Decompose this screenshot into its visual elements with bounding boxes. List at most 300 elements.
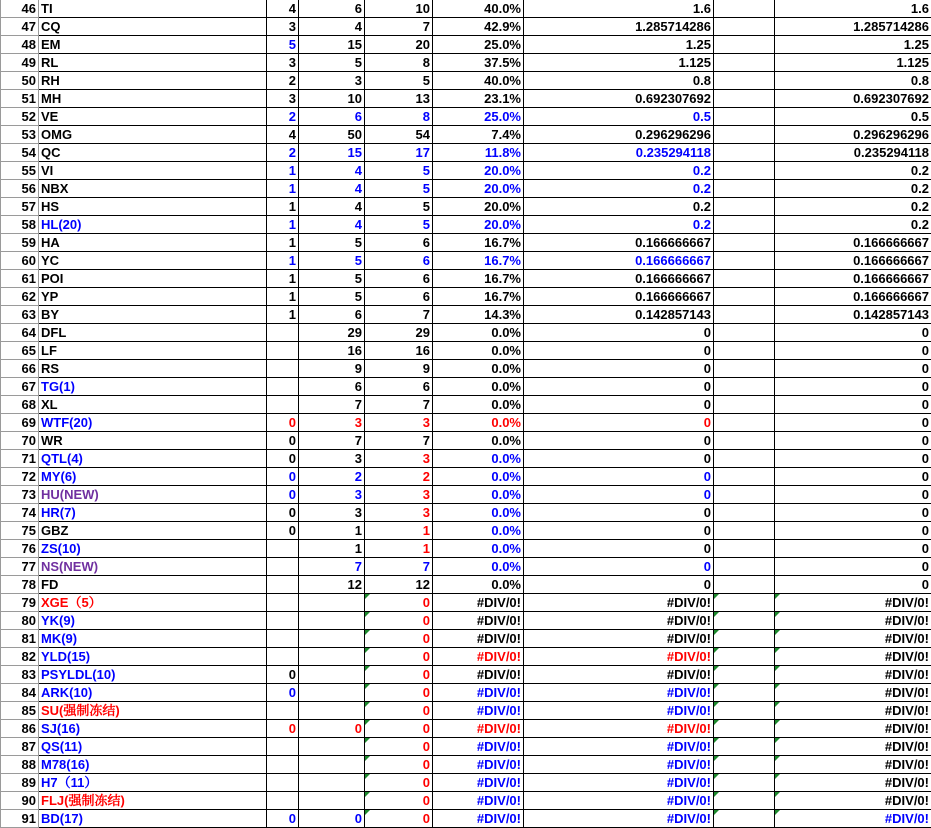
row-number-cell[interactable]: 53 bbox=[1, 126, 39, 144]
ratio-cell[interactable]: 0.2 bbox=[524, 216, 714, 234]
a-cell[interactable] bbox=[267, 540, 299, 558]
ratio2-cell[interactable]: 1.25 bbox=[775, 36, 931, 54]
b-cell[interactable]: 0 bbox=[299, 720, 365, 738]
name-cell[interactable]: H7（11） bbox=[39, 774, 267, 792]
row-number-cell[interactable]: 56 bbox=[1, 180, 39, 198]
empty-cell[interactable] bbox=[714, 666, 775, 684]
ratio2-cell[interactable]: 0.2 bbox=[775, 180, 931, 198]
name-cell[interactable]: WR bbox=[39, 432, 267, 450]
empty-cell[interactable] bbox=[714, 432, 775, 450]
row-number-cell[interactable]: 65 bbox=[1, 342, 39, 360]
a-cell[interactable]: 4 bbox=[267, 0, 299, 18]
empty-cell[interactable] bbox=[714, 810, 775, 828]
ratio-cell[interactable]: 0.8 bbox=[524, 72, 714, 90]
ratio2-cell[interactable]: #DIV/0! bbox=[775, 738, 931, 756]
name-cell[interactable]: RL bbox=[39, 54, 267, 72]
empty-cell[interactable] bbox=[714, 702, 775, 720]
empty-cell[interactable] bbox=[714, 504, 775, 522]
empty-cell[interactable] bbox=[714, 144, 775, 162]
a-cell[interactable]: 3 bbox=[267, 18, 299, 36]
total-cell[interactable]: 3 bbox=[365, 486, 433, 504]
name-cell[interactable]: HL(20) bbox=[39, 216, 267, 234]
total-cell[interactable]: 5 bbox=[365, 216, 433, 234]
ratio-cell[interactable]: #DIV/0! bbox=[524, 666, 714, 684]
a-cell[interactable] bbox=[267, 738, 299, 756]
ratio2-cell[interactable]: 0 bbox=[775, 378, 931, 396]
name-cell[interactable]: NS(NEW) bbox=[39, 558, 267, 576]
total-cell[interactable]: 6 bbox=[365, 270, 433, 288]
b-cell[interactable]: 5 bbox=[299, 252, 365, 270]
ratio2-cell[interactable]: #DIV/0! bbox=[775, 630, 931, 648]
row-number-cell[interactable]: 76 bbox=[1, 540, 39, 558]
empty-cell[interactable] bbox=[714, 630, 775, 648]
name-cell[interactable]: WTF(20) bbox=[39, 414, 267, 432]
total-cell[interactable]: 0 bbox=[365, 720, 433, 738]
b-cell[interactable]: 4 bbox=[299, 180, 365, 198]
row-number-cell[interactable]: 91 bbox=[1, 810, 39, 828]
total-cell[interactable]: 0 bbox=[365, 612, 433, 630]
total-cell[interactable]: 3 bbox=[365, 414, 433, 432]
a-cell[interactable] bbox=[267, 702, 299, 720]
total-cell[interactable]: 17 bbox=[365, 144, 433, 162]
b-cell[interactable]: 4 bbox=[299, 216, 365, 234]
b-cell[interactable]: 5 bbox=[299, 288, 365, 306]
total-cell[interactable]: 0 bbox=[365, 810, 433, 828]
pct-cell[interactable]: #DIV/0! bbox=[433, 594, 524, 612]
pct-cell[interactable]: 20.0% bbox=[433, 216, 524, 234]
ratio-cell[interactable]: 0.692307692 bbox=[524, 90, 714, 108]
empty-cell[interactable] bbox=[714, 648, 775, 666]
name-cell[interactable]: TI bbox=[39, 0, 267, 18]
row-number-cell[interactable]: 87 bbox=[1, 738, 39, 756]
b-cell[interactable] bbox=[299, 612, 365, 630]
a-cell[interactable] bbox=[267, 774, 299, 792]
name-cell[interactable]: M78(16) bbox=[39, 756, 267, 774]
row-number-cell[interactable]: 63 bbox=[1, 306, 39, 324]
pct-cell[interactable]: 0.0% bbox=[433, 450, 524, 468]
b-cell[interactable]: 16 bbox=[299, 342, 365, 360]
total-cell[interactable]: 1 bbox=[365, 522, 433, 540]
row-number-cell[interactable]: 85 bbox=[1, 702, 39, 720]
a-cell[interactable]: 0 bbox=[267, 522, 299, 540]
row-number-cell[interactable]: 86 bbox=[1, 720, 39, 738]
pct-cell[interactable]: 16.7% bbox=[433, 288, 524, 306]
name-cell[interactable]: VE bbox=[39, 108, 267, 126]
ratio-cell[interactable]: 0 bbox=[524, 396, 714, 414]
ratio-cell[interactable]: 0.2 bbox=[524, 198, 714, 216]
pct-cell[interactable]: #DIV/0! bbox=[433, 756, 524, 774]
total-cell[interactable]: 0 bbox=[365, 684, 433, 702]
ratio-cell[interactable]: 0 bbox=[524, 360, 714, 378]
pct-cell[interactable]: 0.0% bbox=[433, 576, 524, 594]
row-number-cell[interactable]: 90 bbox=[1, 792, 39, 810]
empty-cell[interactable] bbox=[714, 126, 775, 144]
ratio2-cell[interactable]: #DIV/0! bbox=[775, 792, 931, 810]
name-cell[interactable]: SJ(16) bbox=[39, 720, 267, 738]
b-cell[interactable]: 5 bbox=[299, 54, 365, 72]
row-number-cell[interactable]: 67 bbox=[1, 378, 39, 396]
ratio2-cell[interactable]: 1.125 bbox=[775, 54, 931, 72]
pct-cell[interactable]: 14.3% bbox=[433, 306, 524, 324]
row-number-cell[interactable]: 89 bbox=[1, 774, 39, 792]
empty-cell[interactable] bbox=[714, 252, 775, 270]
b-cell[interactable] bbox=[299, 684, 365, 702]
total-cell[interactable]: 5 bbox=[365, 198, 433, 216]
a-cell[interactable]: 1 bbox=[267, 180, 299, 198]
pct-cell[interactable]: 0.0% bbox=[433, 540, 524, 558]
ratio-cell[interactable]: 0.2 bbox=[524, 162, 714, 180]
ratio-cell[interactable]: #DIV/0! bbox=[524, 738, 714, 756]
ratio2-cell[interactable]: #DIV/0! bbox=[775, 756, 931, 774]
ratio-cell[interactable]: 1.285714286 bbox=[524, 18, 714, 36]
name-cell[interactable]: DFL bbox=[39, 324, 267, 342]
total-cell[interactable]: 0 bbox=[365, 774, 433, 792]
ratio-cell[interactable]: 0.166666667 bbox=[524, 252, 714, 270]
a-cell[interactable]: 2 bbox=[267, 144, 299, 162]
ratio2-cell[interactable]: 0 bbox=[775, 576, 931, 594]
a-cell[interactable] bbox=[267, 612, 299, 630]
row-number-cell[interactable]: 84 bbox=[1, 684, 39, 702]
b-cell[interactable]: 15 bbox=[299, 144, 365, 162]
ratio2-cell[interactable]: #DIV/0! bbox=[775, 648, 931, 666]
ratio-cell[interactable]: 1.25 bbox=[524, 36, 714, 54]
ratio2-cell[interactable]: 0.8 bbox=[775, 72, 931, 90]
name-cell[interactable]: OMG bbox=[39, 126, 267, 144]
total-cell[interactable]: 3 bbox=[365, 450, 433, 468]
ratio-cell[interactable]: #DIV/0! bbox=[524, 810, 714, 828]
ratio-cell[interactable]: 0 bbox=[524, 576, 714, 594]
name-cell[interactable]: MH bbox=[39, 90, 267, 108]
total-cell[interactable]: 2 bbox=[365, 468, 433, 486]
empty-cell[interactable] bbox=[714, 36, 775, 54]
a-cell[interactable]: 1 bbox=[267, 216, 299, 234]
pct-cell[interactable]: 0.0% bbox=[433, 342, 524, 360]
pct-cell[interactable]: 0.0% bbox=[433, 324, 524, 342]
name-cell[interactable]: VI bbox=[39, 162, 267, 180]
total-cell[interactable]: 7 bbox=[365, 306, 433, 324]
b-cell[interactable]: 6 bbox=[299, 0, 365, 18]
ratio2-cell[interactable]: 0.296296296 bbox=[775, 126, 931, 144]
empty-cell[interactable] bbox=[714, 594, 775, 612]
empty-cell[interactable] bbox=[714, 540, 775, 558]
pct-cell[interactable]: 40.0% bbox=[433, 0, 524, 18]
a-cell[interactable]: 1 bbox=[267, 234, 299, 252]
pct-cell[interactable]: #DIV/0! bbox=[433, 648, 524, 666]
row-number-cell[interactable]: 47 bbox=[1, 18, 39, 36]
b-cell[interactable]: 7 bbox=[299, 558, 365, 576]
ratio2-cell[interactable]: #DIV/0! bbox=[775, 720, 931, 738]
empty-cell[interactable] bbox=[714, 324, 775, 342]
row-number-cell[interactable]: 81 bbox=[1, 630, 39, 648]
a-cell[interactable]: 0 bbox=[267, 414, 299, 432]
ratio2-cell[interactable]: #DIV/0! bbox=[775, 684, 931, 702]
ratio-cell[interactable]: #DIV/0! bbox=[524, 720, 714, 738]
pct-cell[interactable]: 20.0% bbox=[433, 162, 524, 180]
name-cell[interactable]: HS bbox=[39, 198, 267, 216]
total-cell[interactable]: 16 bbox=[365, 342, 433, 360]
total-cell[interactable]: 9 bbox=[365, 360, 433, 378]
b-cell[interactable]: 3 bbox=[299, 450, 365, 468]
total-cell[interactable]: 12 bbox=[365, 576, 433, 594]
empty-cell[interactable] bbox=[714, 360, 775, 378]
name-cell[interactable]: YC bbox=[39, 252, 267, 270]
ratio-cell[interactable]: #DIV/0! bbox=[524, 648, 714, 666]
b-cell[interactable]: 2 bbox=[299, 468, 365, 486]
total-cell[interactable]: 29 bbox=[365, 324, 433, 342]
ratio2-cell[interactable]: 0.166666667 bbox=[775, 234, 931, 252]
ratio-cell[interactable]: 0.5 bbox=[524, 108, 714, 126]
a-cell[interactable] bbox=[267, 558, 299, 576]
b-cell[interactable] bbox=[299, 702, 365, 720]
pct-cell[interactable]: 40.0% bbox=[433, 72, 524, 90]
pct-cell[interactable]: #DIV/0! bbox=[433, 630, 524, 648]
empty-cell[interactable] bbox=[714, 108, 775, 126]
empty-cell[interactable] bbox=[714, 792, 775, 810]
name-cell[interactable]: XGE（5） bbox=[39, 594, 267, 612]
ratio-cell[interactable]: 0 bbox=[524, 432, 714, 450]
b-cell[interactable]: 29 bbox=[299, 324, 365, 342]
b-cell[interactable] bbox=[299, 792, 365, 810]
a-cell[interactable] bbox=[267, 576, 299, 594]
empty-cell[interactable] bbox=[714, 180, 775, 198]
ratio-cell[interactable]: 0.2 bbox=[524, 180, 714, 198]
row-number-cell[interactable]: 55 bbox=[1, 162, 39, 180]
ratio-cell[interactable]: #DIV/0! bbox=[524, 612, 714, 630]
a-cell[interactable]: 0 bbox=[267, 486, 299, 504]
total-cell[interactable]: 0 bbox=[365, 738, 433, 756]
pct-cell[interactable]: #DIV/0! bbox=[433, 666, 524, 684]
b-cell[interactable]: 12 bbox=[299, 576, 365, 594]
pct-cell[interactable]: #DIV/0! bbox=[433, 702, 524, 720]
b-cell[interactable]: 4 bbox=[299, 162, 365, 180]
name-cell[interactable]: RS bbox=[39, 360, 267, 378]
total-cell[interactable]: 13 bbox=[365, 90, 433, 108]
ratio2-cell[interactable]: 0 bbox=[775, 414, 931, 432]
total-cell[interactable]: 8 bbox=[365, 54, 433, 72]
name-cell[interactable]: YP bbox=[39, 288, 267, 306]
empty-cell[interactable] bbox=[714, 54, 775, 72]
ratio-cell[interactable]: 0 bbox=[524, 378, 714, 396]
pct-cell[interactable]: 0.0% bbox=[433, 432, 524, 450]
a-cell[interactable]: 1 bbox=[267, 306, 299, 324]
b-cell[interactable] bbox=[299, 630, 365, 648]
name-cell[interactable]: RH bbox=[39, 72, 267, 90]
ratio2-cell[interactable]: #DIV/0! bbox=[775, 594, 931, 612]
empty-cell[interactable] bbox=[714, 450, 775, 468]
a-cell[interactable]: 0 bbox=[267, 810, 299, 828]
name-cell[interactable]: PSYLDL(10) bbox=[39, 666, 267, 684]
name-cell[interactable]: YK(9) bbox=[39, 612, 267, 630]
name-cell[interactable]: BY bbox=[39, 306, 267, 324]
b-cell[interactable]: 3 bbox=[299, 504, 365, 522]
a-cell[interactable]: 1 bbox=[267, 198, 299, 216]
name-cell[interactable]: QC bbox=[39, 144, 267, 162]
empty-cell[interactable] bbox=[714, 216, 775, 234]
name-cell[interactable]: QTL(4) bbox=[39, 450, 267, 468]
total-cell[interactable]: 6 bbox=[365, 252, 433, 270]
ratio2-cell[interactable]: #DIV/0! bbox=[775, 666, 931, 684]
pct-cell[interactable]: 25.0% bbox=[433, 36, 524, 54]
a-cell[interactable] bbox=[267, 756, 299, 774]
b-cell[interactable]: 4 bbox=[299, 198, 365, 216]
ratio2-cell[interactable]: 0.2 bbox=[775, 198, 931, 216]
ratio-cell[interactable]: 0.166666667 bbox=[524, 288, 714, 306]
ratio-cell[interactable]: 0.166666667 bbox=[524, 234, 714, 252]
row-number-cell[interactable]: 74 bbox=[1, 504, 39, 522]
ratio-cell[interactable]: #DIV/0! bbox=[524, 630, 714, 648]
a-cell[interactable] bbox=[267, 324, 299, 342]
total-cell[interactable]: 7 bbox=[365, 432, 433, 450]
ratio2-cell[interactable]: 0.166666667 bbox=[775, 252, 931, 270]
ratio2-cell[interactable]: 0 bbox=[775, 540, 931, 558]
empty-cell[interactable] bbox=[714, 72, 775, 90]
a-cell[interactable]: 0 bbox=[267, 468, 299, 486]
b-cell[interactable]: 9 bbox=[299, 360, 365, 378]
pct-cell[interactable]: 25.0% bbox=[433, 108, 524, 126]
name-cell[interactable]: NBX bbox=[39, 180, 267, 198]
pct-cell[interactable]: 0.0% bbox=[433, 360, 524, 378]
total-cell[interactable]: 0 bbox=[365, 702, 433, 720]
name-cell[interactable]: HU(NEW) bbox=[39, 486, 267, 504]
row-number-cell[interactable]: 48 bbox=[1, 36, 39, 54]
total-cell[interactable]: 5 bbox=[365, 180, 433, 198]
pct-cell[interactable]: 11.8% bbox=[433, 144, 524, 162]
b-cell[interactable] bbox=[299, 774, 365, 792]
total-cell[interactable]: 0 bbox=[365, 756, 433, 774]
a-cell[interactable]: 1 bbox=[267, 252, 299, 270]
empty-cell[interactable] bbox=[714, 396, 775, 414]
ratio2-cell[interactable]: 0.692307692 bbox=[775, 90, 931, 108]
pct-cell[interactable]: 0.0% bbox=[433, 468, 524, 486]
empty-cell[interactable] bbox=[714, 522, 775, 540]
a-cell[interactable] bbox=[267, 396, 299, 414]
total-cell[interactable]: 0 bbox=[365, 666, 433, 684]
name-cell[interactable]: HR(7) bbox=[39, 504, 267, 522]
row-number-cell[interactable]: 88 bbox=[1, 756, 39, 774]
total-cell[interactable]: 7 bbox=[365, 396, 433, 414]
row-number-cell[interactable]: 59 bbox=[1, 234, 39, 252]
empty-cell[interactable] bbox=[714, 162, 775, 180]
row-number-cell[interactable]: 69 bbox=[1, 414, 39, 432]
ratio-cell[interactable]: #DIV/0! bbox=[524, 594, 714, 612]
a-cell[interactable] bbox=[267, 648, 299, 666]
pct-cell[interactable]: 0.0% bbox=[433, 378, 524, 396]
name-cell[interactable]: LF bbox=[39, 342, 267, 360]
empty-cell[interactable] bbox=[714, 288, 775, 306]
a-cell[interactable]: 0 bbox=[267, 720, 299, 738]
pct-cell[interactable]: #DIV/0! bbox=[433, 738, 524, 756]
empty-cell[interactable] bbox=[714, 414, 775, 432]
total-cell[interactable]: 8 bbox=[365, 108, 433, 126]
pct-cell[interactable]: 0.0% bbox=[433, 414, 524, 432]
empty-cell[interactable] bbox=[714, 468, 775, 486]
b-cell[interactable]: 5 bbox=[299, 270, 365, 288]
total-cell[interactable]: 5 bbox=[365, 72, 433, 90]
ratio2-cell[interactable]: #DIV/0! bbox=[775, 810, 931, 828]
name-cell[interactable]: POI bbox=[39, 270, 267, 288]
pct-cell[interactable]: 20.0% bbox=[433, 180, 524, 198]
name-cell[interactable]: MY(6) bbox=[39, 468, 267, 486]
ratio2-cell[interactable]: 0 bbox=[775, 342, 931, 360]
ratio-cell[interactable]: 0 bbox=[524, 504, 714, 522]
row-number-cell[interactable]: 80 bbox=[1, 612, 39, 630]
ratio2-cell[interactable]: 0 bbox=[775, 468, 931, 486]
name-cell[interactable]: QS(11) bbox=[39, 738, 267, 756]
ratio2-cell[interactable]: 0.2 bbox=[775, 216, 931, 234]
name-cell[interactable]: FLJ(强制冻结) bbox=[39, 792, 267, 810]
total-cell[interactable]: 0 bbox=[365, 648, 433, 666]
b-cell[interactable]: 4 bbox=[299, 18, 365, 36]
empty-cell[interactable] bbox=[714, 198, 775, 216]
ratio-cell[interactable]: 0 bbox=[524, 324, 714, 342]
name-cell[interactable]: XL bbox=[39, 396, 267, 414]
row-number-cell[interactable]: 60 bbox=[1, 252, 39, 270]
b-cell[interactable] bbox=[299, 756, 365, 774]
ratio-cell[interactable]: #DIV/0! bbox=[524, 792, 714, 810]
b-cell[interactable]: 3 bbox=[299, 486, 365, 504]
a-cell[interactable]: 3 bbox=[267, 90, 299, 108]
pct-cell[interactable]: #DIV/0! bbox=[433, 684, 524, 702]
ratio-cell[interactable]: 1.6 bbox=[524, 0, 714, 18]
row-number-cell[interactable]: 46 bbox=[1, 0, 39, 18]
pct-cell[interactable]: 0.0% bbox=[433, 486, 524, 504]
total-cell[interactable]: 7 bbox=[365, 558, 433, 576]
b-cell[interactable]: 6 bbox=[299, 306, 365, 324]
row-number-cell[interactable]: 79 bbox=[1, 594, 39, 612]
pct-cell[interactable]: #DIV/0! bbox=[433, 720, 524, 738]
pct-cell[interactable]: #DIV/0! bbox=[433, 810, 524, 828]
ratio2-cell[interactable]: #DIV/0! bbox=[775, 702, 931, 720]
row-number-cell[interactable]: 66 bbox=[1, 360, 39, 378]
total-cell[interactable]: 0 bbox=[365, 594, 433, 612]
total-cell[interactable]: 5 bbox=[365, 162, 433, 180]
a-cell[interactable] bbox=[267, 360, 299, 378]
pct-cell[interactable]: 0.0% bbox=[433, 558, 524, 576]
name-cell[interactable]: EM bbox=[39, 36, 267, 54]
row-number-cell[interactable]: 54 bbox=[1, 144, 39, 162]
total-cell[interactable]: 0 bbox=[365, 630, 433, 648]
pct-cell[interactable]: 7.4% bbox=[433, 126, 524, 144]
ratio2-cell[interactable]: 0.166666667 bbox=[775, 270, 931, 288]
ratio2-cell[interactable]: 0 bbox=[775, 504, 931, 522]
ratio-cell[interactable]: 1.125 bbox=[524, 54, 714, 72]
b-cell[interactable] bbox=[299, 594, 365, 612]
empty-cell[interactable] bbox=[714, 612, 775, 630]
pct-cell[interactable]: 16.7% bbox=[433, 252, 524, 270]
total-cell[interactable]: 1 bbox=[365, 540, 433, 558]
pct-cell[interactable]: 23.1% bbox=[433, 90, 524, 108]
name-cell[interactable]: ARK(10) bbox=[39, 684, 267, 702]
empty-cell[interactable] bbox=[714, 756, 775, 774]
b-cell[interactable]: 3 bbox=[299, 414, 365, 432]
total-cell[interactable]: 6 bbox=[365, 234, 433, 252]
a-cell[interactable]: 1 bbox=[267, 270, 299, 288]
pct-cell[interactable]: #DIV/0! bbox=[433, 612, 524, 630]
empty-cell[interactable] bbox=[714, 684, 775, 702]
a-cell[interactable]: 0 bbox=[267, 684, 299, 702]
a-cell[interactable] bbox=[267, 792, 299, 810]
name-cell[interactable]: SU(强制冻结) bbox=[39, 702, 267, 720]
row-number-cell[interactable]: 50 bbox=[1, 72, 39, 90]
b-cell[interactable]: 10 bbox=[299, 90, 365, 108]
a-cell[interactable]: 0 bbox=[267, 450, 299, 468]
ratio2-cell[interactable]: 0 bbox=[775, 450, 931, 468]
b-cell[interactable]: 7 bbox=[299, 396, 365, 414]
total-cell[interactable]: 6 bbox=[365, 378, 433, 396]
ratio2-cell[interactable]: 0 bbox=[775, 486, 931, 504]
row-number-cell[interactable]: 61 bbox=[1, 270, 39, 288]
row-number-cell[interactable]: 82 bbox=[1, 648, 39, 666]
